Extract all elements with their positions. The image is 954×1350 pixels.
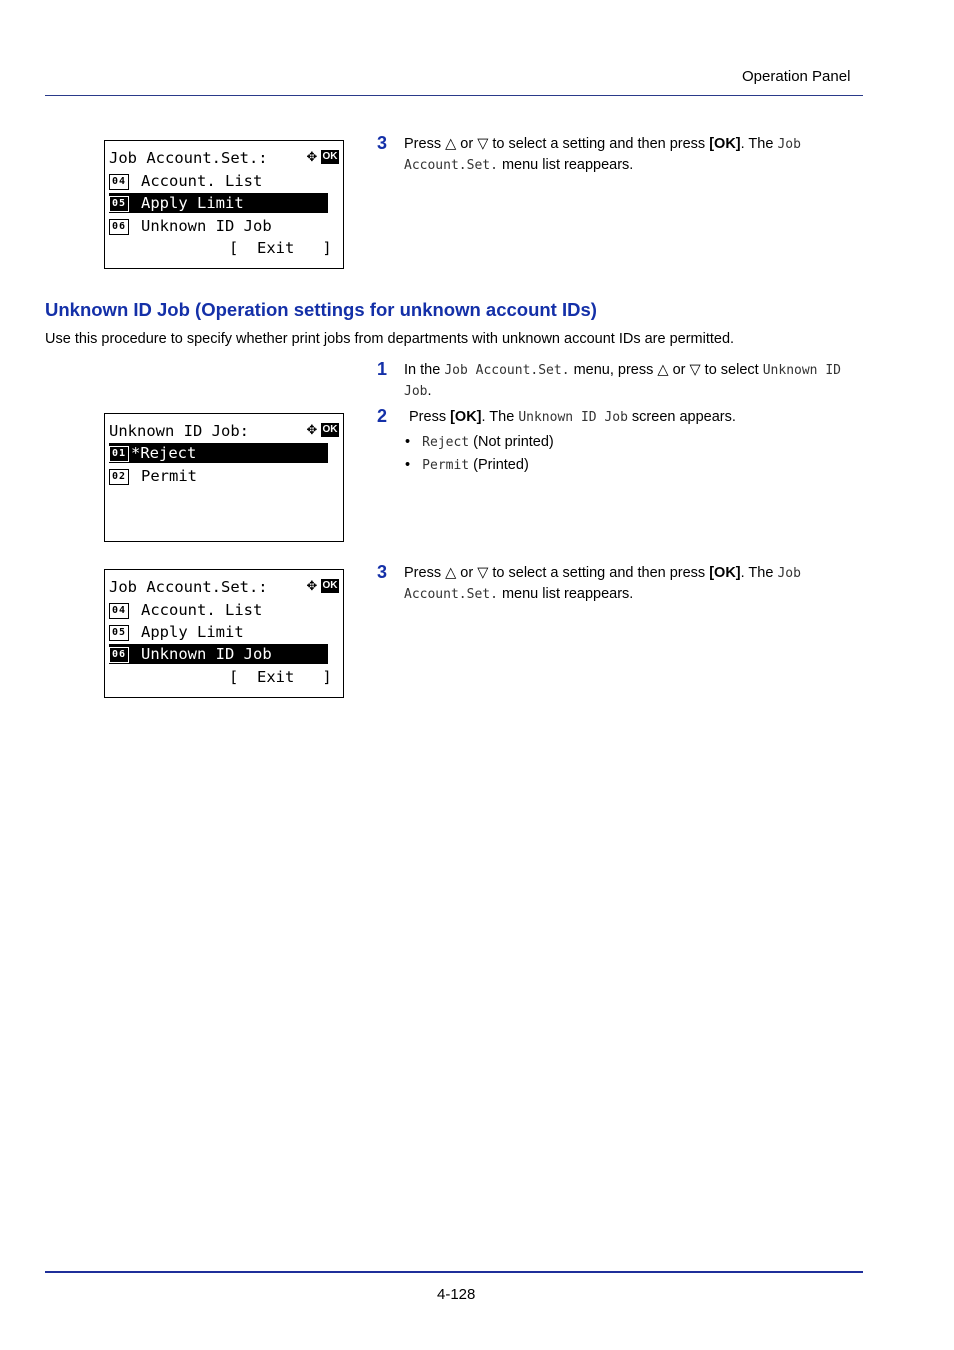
menu-item: 06 Unknown ID Job [109,216,272,236]
header-title: Operation Panel [742,68,851,85]
section-intro: Use this procedure to specify whether print jobs from departments with unknown account IDs are permitted. [45,331,735,347]
menu-item: 04 Account. List [109,600,262,620]
menu-item: 04 Account. List [109,171,262,191]
four-way-arrows-icon: ✥ [306,419,317,439]
step-text: Press △ or ▽ to select a setting and then press [OK]. The Job Account.Set. menu list reappears. [404,565,801,602]
page-number: 4-128 [437,1286,476,1303]
step-text: Press △ or ▽ to select a setting and then press [OK]. The Job Account.Set. menu list reappears. [404,136,801,173]
step-number: 3 [377,562,388,582]
menu-item-selected: 01 *Reject [109,443,328,463]
lcd-title: Job Account.Set.: [109,578,268,596]
menu-item: 05 Apply Limit [109,622,244,642]
lcd-screen-job-account-top [104,140,344,269]
ok-icon: OK [322,151,338,162]
step-number: 1 [377,359,388,379]
bullet-item: • Permit (Printed) [405,457,529,473]
menu-item-selected: 05 Apply Limit [109,193,328,213]
lcd-exit-label: [ Exit ] [229,239,332,257]
step-number: 3 [377,133,388,153]
lcd-title: Job Account.Set.: [109,149,268,167]
menu-item-selected: 06 Unknown ID Job [109,644,328,664]
step-number: 2 [377,406,388,426]
ok-icon: OK [322,580,338,591]
step-text: Press [OK]. The Unknown ID Job screen appears. [409,409,736,425]
lcd-exit-label: [ Exit ] [229,668,332,686]
lcd-screen-unknown-id-job [104,413,344,542]
section-title: Unknown ID Job (Operation settings for unknown account IDs) [45,299,597,320]
footer-rule [45,1271,863,1273]
menu-item: 02 Permit [109,466,197,486]
lcd-title: Unknown ID Job: [109,422,249,440]
ok-icon: OK [322,424,338,435]
bullet-item: • Reject (Not printed) [405,434,554,450]
four-way-arrows-icon: ✥ [306,146,317,166]
step-text: In the Job Account.Set. menu, press △ or ▽ to select Unknown ID Job. [404,362,841,399]
four-way-arrows-icon: ✥ [306,575,317,595]
header-rule [45,95,863,96]
lcd-screen-job-account-bottom [104,569,344,698]
